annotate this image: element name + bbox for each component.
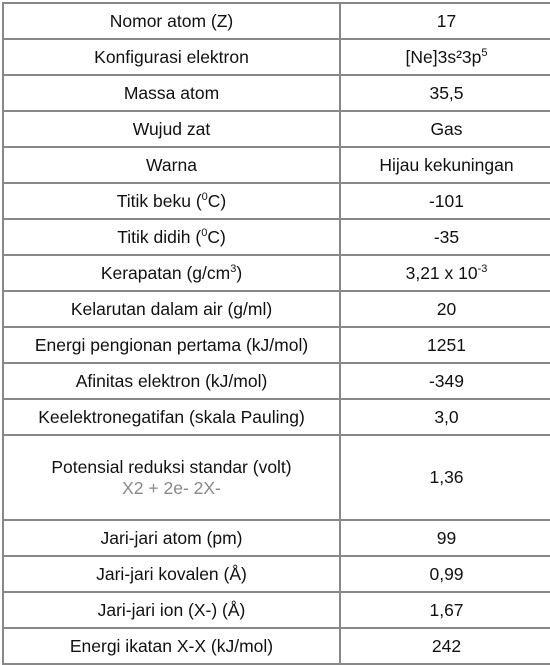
property-value: 3,0 xyxy=(340,399,550,435)
property-value: 1251 xyxy=(340,327,550,363)
property-label: Jari-jari kovalen (Å) xyxy=(3,556,340,592)
property-label: Nomor atom (Z) xyxy=(3,3,340,39)
property-value: 20 xyxy=(340,291,550,327)
property-value: 17 xyxy=(340,3,550,39)
property-label: Energi pengionan pertama (kJ/mol) xyxy=(3,327,340,363)
property-value: Hijau kekuningan xyxy=(340,147,550,183)
table-row xyxy=(3,147,550,183)
label-text: C) xyxy=(207,190,227,211)
property-value: 242 xyxy=(340,628,550,664)
label-text: ) xyxy=(236,262,243,283)
label-superscript: 0 xyxy=(201,190,208,203)
table-row xyxy=(3,39,550,75)
property-value: -101 xyxy=(340,183,550,219)
property-value: 1,36 xyxy=(340,435,550,520)
label-superscript: 3 xyxy=(230,262,237,275)
table-row xyxy=(3,111,550,147)
table-row xyxy=(3,327,550,363)
table-row xyxy=(3,183,550,219)
table-row xyxy=(3,219,550,255)
property-value: 0,99 xyxy=(340,556,550,592)
table-row xyxy=(3,435,550,520)
table-row xyxy=(3,3,550,39)
property-label xyxy=(3,183,340,219)
table-row xyxy=(3,592,550,628)
label-text: Potensial reduksi standar (volt) xyxy=(51,456,292,477)
property-label: Kelarutan dalam air (g/ml) xyxy=(3,291,340,327)
value-text: 3,21 x 10 xyxy=(405,262,478,283)
property-value: Gas xyxy=(340,111,550,147)
property-value xyxy=(340,39,550,75)
reaction-equation: X2 + 2e- 2X- xyxy=(122,478,221,498)
property-label: Warna xyxy=(3,147,340,183)
table-row xyxy=(3,520,550,556)
property-label: Afinitas elektron (kJ/mol) xyxy=(3,363,340,399)
table-row xyxy=(3,556,550,592)
label-text: Kerapatan (g/cm xyxy=(100,262,231,283)
property-value: 35,5 xyxy=(340,75,550,111)
label-superscript: 0 xyxy=(201,226,208,239)
property-value xyxy=(340,255,550,291)
property-value: 99 xyxy=(340,520,550,556)
label-text: Titik didih ( xyxy=(117,226,202,247)
table-row xyxy=(3,291,550,327)
property-label xyxy=(3,219,340,255)
property-label: Energi ikatan X-X (kJ/mol) xyxy=(3,628,340,664)
value-text: [Ne]3s²3p xyxy=(405,46,482,67)
property-label xyxy=(3,255,340,291)
label-text: Titik beku ( xyxy=(116,190,202,211)
table-row xyxy=(3,75,550,111)
property-label: Jari-jari ion (X-) (Å) xyxy=(3,592,340,628)
property-label: Jari-jari atom (pm) xyxy=(3,520,340,556)
property-label xyxy=(3,435,340,520)
table-row xyxy=(3,628,550,664)
properties-table xyxy=(2,2,550,665)
property-label: Wujud zat xyxy=(3,111,340,147)
property-value: 1,67 xyxy=(340,592,550,628)
property-value: -35 xyxy=(340,219,550,255)
property-label: Massa atom xyxy=(3,75,340,111)
property-value: -349 xyxy=(340,363,550,399)
table-row xyxy=(3,255,550,291)
value-superscript: -3 xyxy=(477,262,488,275)
value-superscript: 5 xyxy=(481,46,488,59)
table-row xyxy=(3,399,550,435)
property-label: Keelektronegatifan (skala Pauling) xyxy=(3,399,340,435)
property-label: Konfigurasi elektron xyxy=(3,39,340,75)
table-row xyxy=(3,363,550,399)
label-text: C) xyxy=(207,226,226,247)
